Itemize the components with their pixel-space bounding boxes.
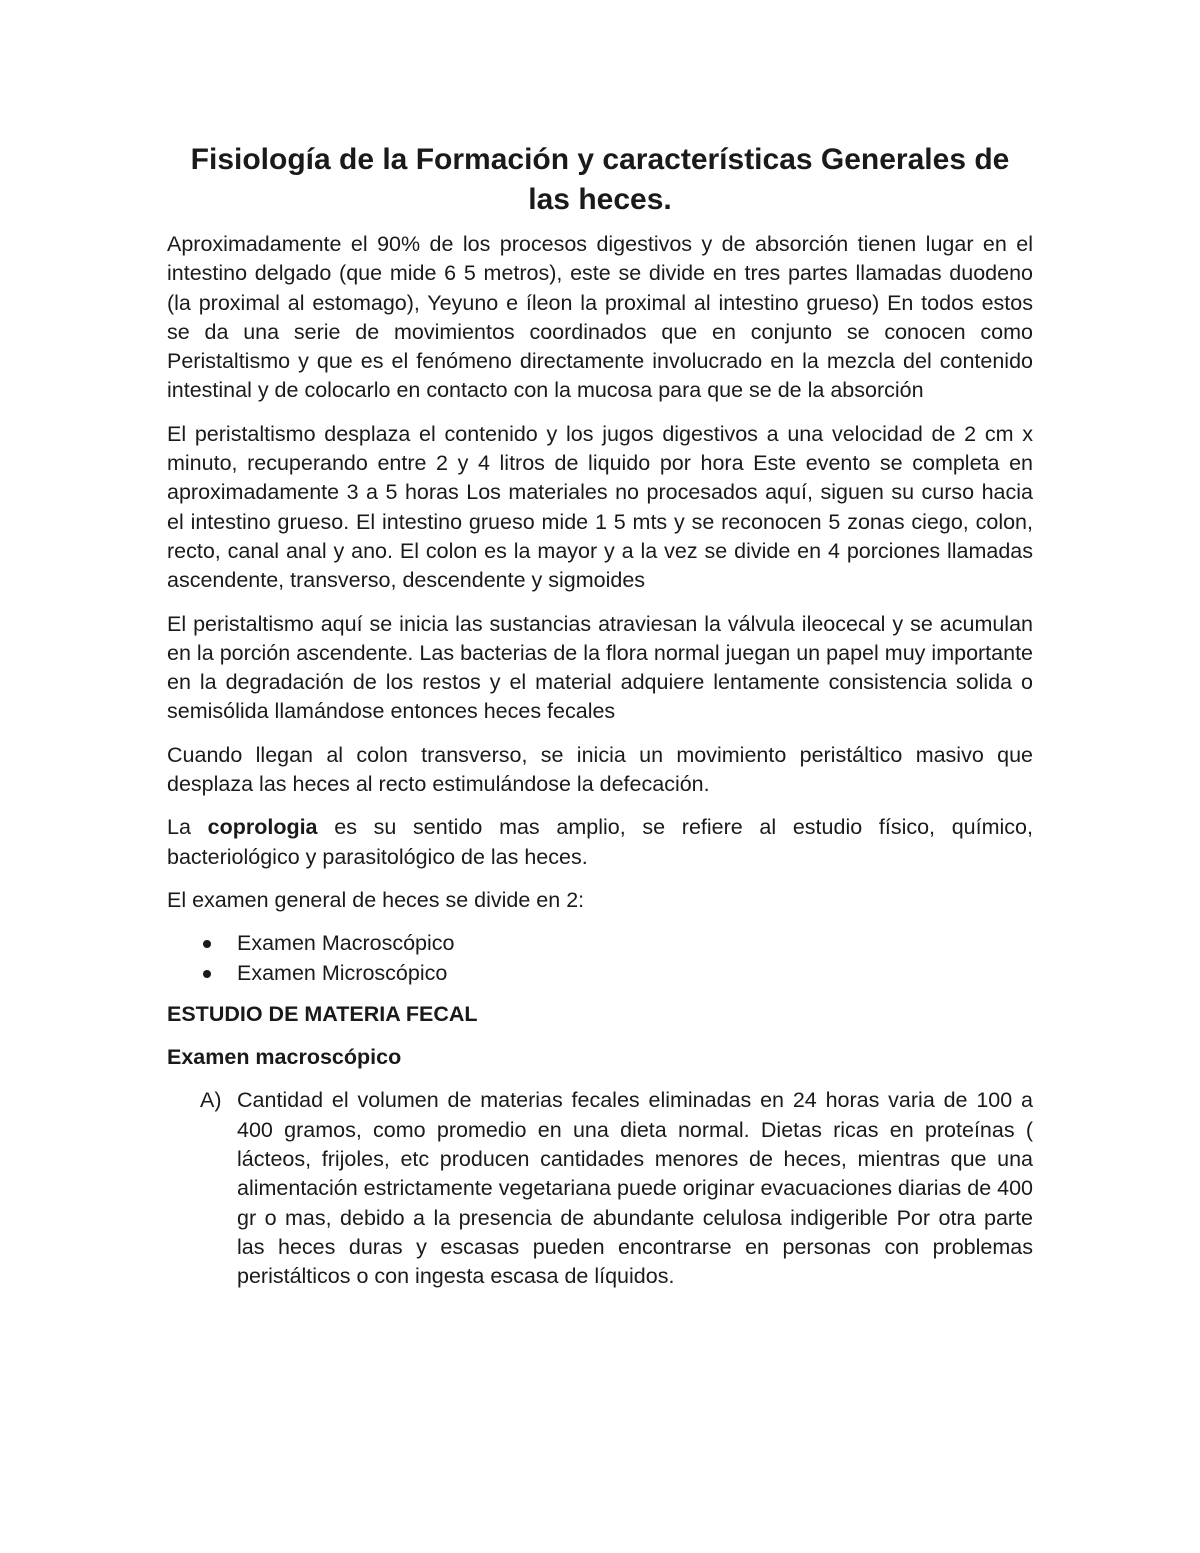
document-page: [167, 140, 1033, 1292]
paragraph-transverse-colon: Cuando llegan al colon transverso, se inicia un movimiento peristáltico masivo que desplaza las heces al recto estimulándose la defecación.: [167, 742, 1033, 797]
term-coprologia: coprologia: [207, 815, 318, 840]
bullet-icon: [203, 970, 211, 978]
paragraph-exam-division: El examen general de heces se divide en 2:: [167, 887, 585, 912]
document-title: Fisiología de la Formación y características Generales de las heces.: [190, 143, 1010, 216]
paragraph-peristaltism: El peristaltismo desplaza el contenido y los jugos digestivos a una velocidad de 2 cm x minuto, recuperando entre 2 y 4 litros de liquido por hora Este evento se completa en aproximadamente 3 a 5 horas Los materiales no procesados aquí, siguen su curso hacia el intestino grueso. El intestino grueso mide 1 5 mts y se reconocen 5 zonas ciego, colon, recto, canal anal y ano. El colon es la mayor y a la vez se divide en 4 porciones llamadas ascendente, transverso, descendente y sigmoides: [167, 421, 1033, 593]
paragraph-intro: Aproximadamente el 90% de los procesos digestivos y de absorción tienen lugar en el intestino delgado (que mide 6 5 metros), este se divide en tres partes llamadas duodeno (la proximal al estomago), Yeyuno e íleon la proximal al intestino grueso) En todos estos se da una serie de movimientos coordinados que en conjunto se conocen como Peristaltismo y que es el fenómeno directamente involucrado en la mezcla del contenido intestinal y de colocarlo en contacto con la mucosa para que se de la absorción: [167, 232, 1033, 403]
section-heading: ESTUDIO DE MATERIA FECAL: [167, 1001, 478, 1026]
paragraph-coprologia-end: es su sentido mas amplio, se refiere al estudio físico, químico, bacteriológico y parasitológico de las heces.: [167, 815, 1033, 869]
bullet-text: Examen Microscópico: [237, 960, 448, 985]
list-item: [167, 959, 1033, 988]
subsection-heading: Examen macroscópico: [167, 1045, 402, 1070]
bullet-list: [167, 929, 1033, 988]
paragraph-coprologia: [167, 813, 1033, 872]
list-item: [167, 1086, 1033, 1291]
bullet-text: Examen Macroscópico: [237, 931, 455, 956]
list-marker: A): [200, 1088, 222, 1113]
list-item-text: Cantidad el volumen de materias fecales eliminadas en 24 horas varia de 100 a 400 gramos, como promedio en una dieta normal. Dietas ricas en proteínas ( lácteos, frijoles, etc producen cantidades menores de heces, mientras que una alimentación estrictamente vegetariana puede originar evacuaciones diarias de 400 gr o mas, debido a la presencia de abundante celulosa indigerible Por otra parte las heces duras y escasas pueden encontrarse en personas con problemas peristálticos o con ingesta escasa de líquidos.: [237, 1088, 1033, 1289]
bullet-icon: [203, 940, 211, 948]
paragraph-ileocecal: El peristaltismo aquí se inicia las sustancias atraviesan la válvula ileocecal y se acumulan en la porción ascendente. Las bacterias de la flora normal juegan un papel muy importante en la degradación de los restos y el material adquiere lentamente consistencia solida o semisólida llamándose entonces heces fecales: [167, 611, 1033, 724]
paragraph-coprologia-start: La: [167, 815, 191, 840]
list-item: [167, 929, 1033, 958]
lettered-list: [167, 1086, 1033, 1291]
